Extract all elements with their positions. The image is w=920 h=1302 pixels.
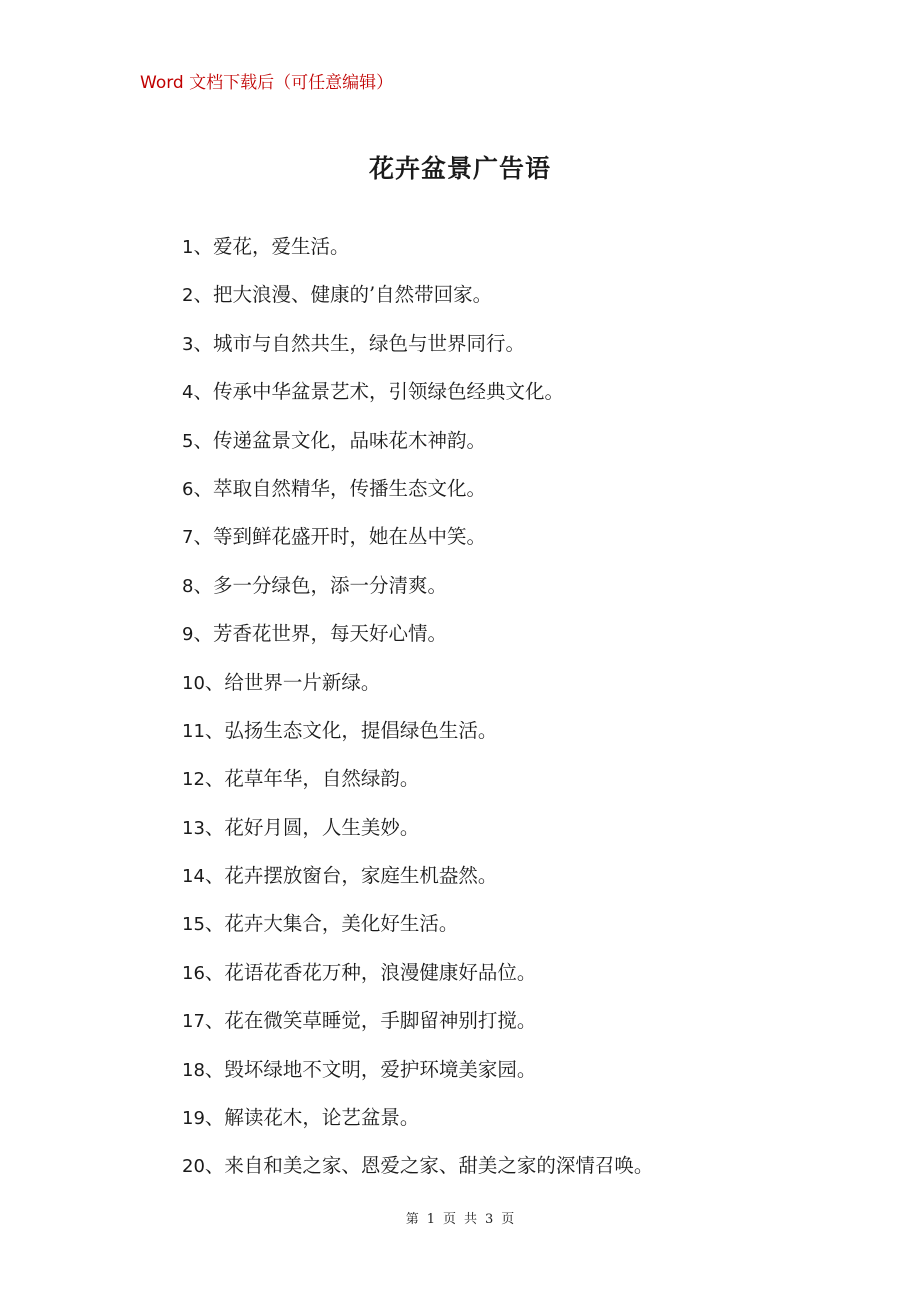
list-item: [182, 1151, 653, 1199]
item-number: 16: [182, 962, 205, 984]
item-number: 4: [182, 382, 194, 404]
item-number: 5: [182, 430, 194, 452]
item-text: 、多一分绿色，添一分清爽。: [193, 573, 447, 597]
item-number: 10: [182, 672, 205, 694]
item-number: 2: [182, 285, 194, 307]
item-text: 、芳香花世界，每天好心情。: [193, 622, 447, 646]
item-number: 6: [182, 478, 194, 500]
item-text: 、萃取自然精华，传播生态文化。: [193, 476, 486, 500]
list-item: [182, 1006, 653, 1054]
item-text: 、传承中华盆景艺术，引领绿色经典文化。: [193, 380, 564, 404]
list-item: [182, 861, 653, 909]
item-number: 3: [182, 333, 194, 355]
list-item: [182, 958, 653, 1006]
total-pages-number: 3: [485, 1212, 494, 1227]
list-item: [182, 377, 653, 425]
list-item: [182, 571, 653, 619]
item-text: 、解读花木，论艺盆景。: [204, 1106, 420, 1130]
item-text: 、传递盆景文化，品味花木神韵。: [193, 428, 486, 452]
page-label: 第: [405, 1212, 419, 1227]
list-item: [182, 280, 653, 328]
list-item: [182, 329, 653, 377]
item-number: 7: [182, 527, 194, 549]
item-text: 、花卉大集合，美化好生活。: [204, 912, 459, 936]
item-text: 、来自和美之家、恩爱之家、甜美之家的深情召唤。: [204, 1154, 654, 1178]
item-text: 、等到鲜花盛开时，她在丛中笑。: [193, 525, 486, 549]
list-item: [182, 813, 653, 861]
item-text: 、爱花，爱生活。: [193, 235, 350, 258]
item-text: 、花在微笑草睡觉，手脚留神别打搅。: [204, 1009, 537, 1033]
list-item: [182, 474, 653, 522]
list-item: [182, 619, 653, 667]
list-item: [182, 1055, 653, 1103]
list-item: [182, 716, 653, 764]
item-number: 8: [182, 575, 194, 597]
item-text: 、弘扬生态文化，提倡绿色生活。: [204, 718, 498, 742]
item-number: 17: [182, 1011, 205, 1033]
item-number: 19: [182, 1108, 205, 1130]
list-item: [182, 426, 653, 474]
slogan-list: [182, 232, 653, 1200]
item-number: 15: [182, 914, 205, 936]
item-text: 、给世界一片新绿。: [204, 670, 381, 694]
list-item: [182, 764, 653, 812]
list-item: [182, 1103, 653, 1151]
item-number: 13: [182, 817, 205, 839]
document-title: 花卉盆景广告语: [368, 154, 551, 183]
total-unit: 页: [501, 1212, 515, 1227]
item-number: 1: [182, 237, 194, 258]
list-item: [182, 909, 653, 957]
item-number: 20: [182, 1156, 205, 1178]
item-text: 、花语花香花万种，浪漫健康好品位。: [204, 960, 537, 984]
item-text: 、城市与自然共生，绿色与世界同行。: [193, 331, 525, 355]
item-text: 、把大浪漫、健康的’自然带回家。: [193, 283, 493, 307]
item-text: 、毁坏绿地不文明，爱护环境美家园。: [204, 1057, 537, 1081]
item-number: 18: [182, 1059, 205, 1081]
page-footer: [0, 1208, 920, 1227]
list-item: [182, 668, 653, 716]
item-text: 、花卉摆放窗台，家庭生机盎然。: [204, 864, 498, 888]
current-page-number: 1: [426, 1212, 435, 1227]
item-text: 、花草年华，自然绿韵。: [204, 767, 420, 791]
item-number: 12: [182, 769, 205, 791]
item-number: 11: [182, 720, 205, 742]
list-item: [182, 522, 653, 570]
header-note: Word 文档下载后（可任意编辑）: [140, 73, 394, 93]
item-text: 、花好月圆，人生美妙。: [204, 815, 420, 839]
item-number: 14: [182, 866, 205, 888]
list-item: [182, 232, 653, 280]
page-unit: 页: [442, 1212, 456, 1227]
total-label: 共: [464, 1212, 478, 1227]
item-number: 9: [182, 624, 194, 646]
